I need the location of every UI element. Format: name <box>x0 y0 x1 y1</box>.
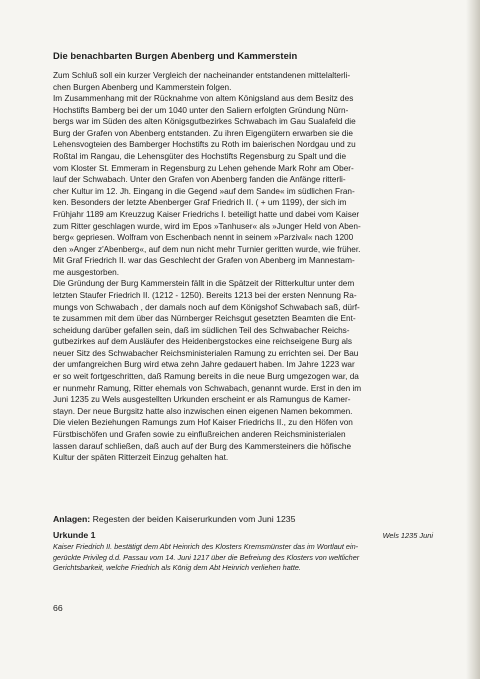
text-line: Die vielen Beziehungen Ramungs zum Hof Kaiser Friedrichs II., zu den Höfen von <box>53 418 353 428</box>
urkunde-summary <box>53 542 438 574</box>
text-line: gutbezirkes auf dem Ausläufer des Heidenbergstockes eine reichseigene Burg als <box>53 337 353 347</box>
annex-label: Anlagen: <box>53 514 91 524</box>
text-line: Im Zusammenhang mit der Rücknahme von altem Königsland aus dem Besitz des <box>53 94 354 104</box>
page-number: 66 <box>53 603 63 613</box>
summary-line: gerückte Privileg d.d. Passau vom 14. Juni 1217 über die Befreiung des Klosters von weltlicher <box>53 552 360 562</box>
text-line: Frühjahr 1189 am Kreuzzug Kaiser Friedrichs I. beteiligt hatte und dabei vom Kaiser <box>53 209 360 219</box>
urkunde-header <box>53 530 433 540</box>
urkunde-title: Urkunde 1 <box>53 530 96 540</box>
text-line: zum Ritter geschlagen wurde, wird im Epos »Tanhuser« als »Junger Held von Aben- <box>53 221 361 231</box>
text-line: Kultur der späten Ritterzeit Einzug gehalten hat. <box>53 453 229 463</box>
text-line: lassen darauf schließen, daß auch auf der Burg des Kammersteiners die höfische <box>53 441 352 451</box>
text-line: cher Kultur im 12. Jh. Eingang in die Gegend »auf dem Sande« im südlichen Fran- <box>53 186 355 196</box>
body-paragraphs <box>53 70 438 464</box>
text-line: te zusammen mit dem über das Nürnberger Reichsgut gesetzten Beamten die Ent- <box>53 314 356 324</box>
text-line: stayn. Der neue Burgsitz hatte also inzwischen einen eigenen Namen bekommen. <box>53 406 353 416</box>
annex-line <box>53 514 438 524</box>
text-line: der umfangreichen Burg wird etwa zehn Jahre gedauert haben. Im Jahre 1223 war <box>53 360 355 370</box>
text-line: berg« gepriesen. Wolfram von Eschenbach nennt in seinem »Parzival« nach 1200 <box>53 233 354 243</box>
text-line: er so weit fortgeschritten, daß Ramung bereits in die neue Burg umgezogen war, da <box>53 372 359 382</box>
text-line: lauf der Schwabach. Unter den Grafen von Abenberg fanden die Anfänge ritterli- <box>53 175 346 185</box>
text-line: bergs war im Süden des alten Königsgutbezirkes Schwabach im Gau Sualafeld die <box>53 117 356 127</box>
text-line: Burg der Grafen von Abenberg entstanden. Zu ihren Eigengütern erwarben sie die <box>53 128 353 138</box>
text-line: er nunmehr Ramung, Ritter ehemals von Schwabach, genannt wurde. Erst in den im <box>53 383 362 393</box>
main-text-block <box>53 50 438 464</box>
text-line: Fürstbischöfen und Grafen sowie zu einflußreichen anderen Reichsministerialen <box>53 429 346 439</box>
text-line: Mit Graf Friedrich II. war das Geschlecht der Grafen von Abenberg im Mannestam- <box>53 256 355 266</box>
text-line: me ausgestorben. <box>53 267 120 277</box>
text-line: Juni 1235 zu Wels ausgestellten Urkunden erscheint er als Ramungus de Kamer- <box>53 395 351 405</box>
text-line: scheidung darüber gefallen sein, daß im südlichen Teil des Schwabacher Reichs- <box>53 325 350 335</box>
summary-line: Kaiser Friedrich II. bestätigt dem Abt Heinrich des Klosters Kremsmünster das im Wortlaut ein- <box>53 542 359 551</box>
text-line: neuer Sitz des Schwabacher Reichsministerialen Ramung zu errichten sei. Der Bau <box>53 348 359 358</box>
urkunde-date: Wels 1235 Juni <box>382 531 433 540</box>
text-line: Roßtal im Rangau, die Lehensgüter des Hochstifts Regensburg zu Spalt und die <box>53 152 347 162</box>
section-title: Die benachbarten Burgen Abenberg und Kammerstein <box>53 50 298 61</box>
text-line: den »Anger z'Abenberg«, auf dem nun nicht mehr Turnier geritten wurde, wie früher. <box>53 244 361 254</box>
text-line: vom Kloster St. Emmeram in Regensburg zu Lehen gehende Mark Rohr am Ober- <box>53 163 354 173</box>
summary-line: Gerichtsbarkeit, welche Friedrich als König dem Abt Heinrich verliehen hatte. <box>53 563 301 572</box>
text-line: letzten Staufer Friedrich II. (1212 - 1250). Bereits 1213 bei der ersten Nennung Ra- <box>53 290 357 300</box>
annex-text: Regesten der beiden Kaiserurkunden vom Juni 1235 <box>92 514 296 524</box>
text-line: mungs von Schwabach , der damals noch auf dem Königshof Schwabach saß, dürf- <box>53 302 360 312</box>
page-edge-shadow <box>466 0 480 679</box>
text-line: Zum Schluß soll ein kurzer Vergleich der nacheinander entstandenen mittelalterli- <box>53 71 351 80</box>
text-line: Hochstifts Bamberg bei der um 1040 unter den Saliern erfolgten Gründung Nürn- <box>53 105 349 115</box>
text-line: ken. Besonders der letzte Abenberger Graf Friedrich II. ( + um 1199), der sich im <box>53 198 347 208</box>
text-line: Lehensvogteien des Bamberger Hochstifts zu Roth im baierischen Nordgau und zu <box>53 140 356 150</box>
text-line: chen Burgen Abenberg und Kammerstein folgen. <box>53 82 232 92</box>
text-line: Die Gründung der Burg Kammerstein fällt in die Spätzeit der Ritterkultur unter dem <box>53 279 355 289</box>
